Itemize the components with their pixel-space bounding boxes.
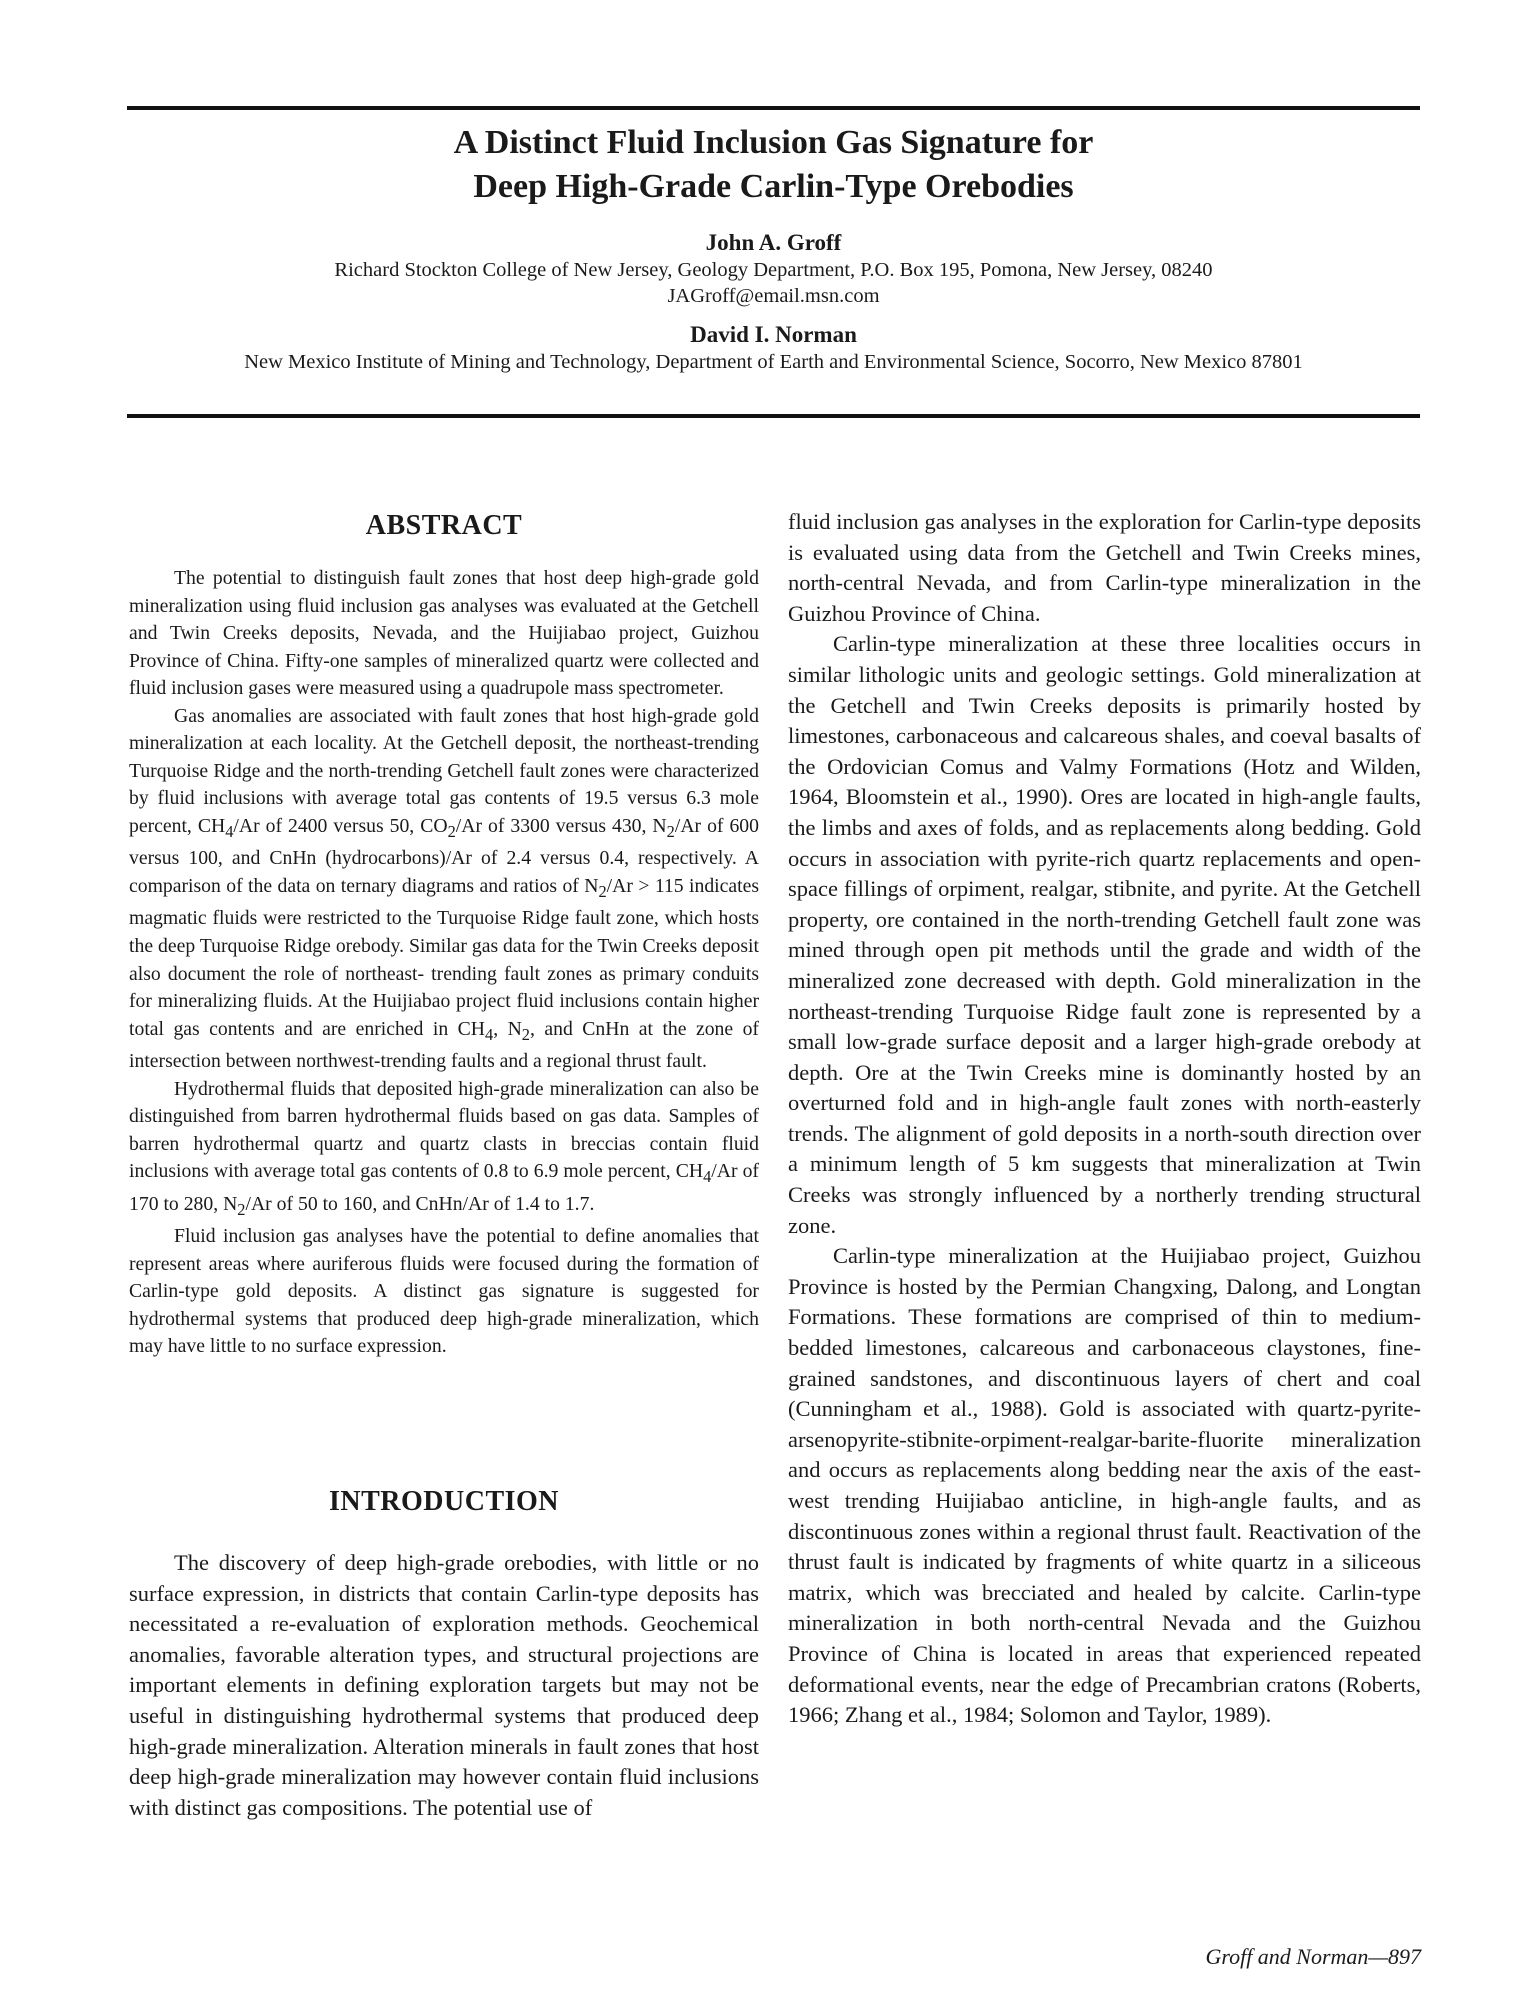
bottom-rule [127,414,1420,418]
abstract-heading: ABSTRACT [365,510,523,541]
abstract-paragraph-2: Gas anomalies are associated with fault zones that host high-grade gold mineralization at each locality. At the Getchell deposit, the northeast-trending Turquoise Ridge and the north-trending Getchell fault zones were characterized by fluid inclusions with average total gas contents of 19.5 versus 6.3 mole percent, $CH_4/Ar$ of 2400 versus 50, $CO_2/Ar$ of 3300 versus 430, $N_2/Ar$ of 600 versus 100, and CnHn (hydrocarbons)/Ar of 2.4 versus 0.4, respectively. A comparison of the data on ternary diagrams and ratios of $N_2/Ar > 115$ indicates magmatic fluids were restricted to the Turquoise Ridge fault zone, which hosts the deep Turquoise Ridge orebody. Similar gas data for the Twin Creeks deposit also document the role of northeast- trending fault zones as primary conduits for mineralizing fluids. At the Huijiabao project fluid inclusions contain higher total gas contents and are enriched in $CH_4$, $N_2$, and CnHn at the zone of intersection between northwest-trending faults and a regional thrust fault. [129,704,759,1073]
author-1-email: JAGroff@email.msn.com [667,285,880,307]
introduction-paragraph-3: Carlin-type mineralization at the Huijiabao project, Guizhou Province is hosted by the Permian Changxing, Dalong, and Longtan Formations. These formations are comprised of thin to medium-bedded limestones, calcareous and carbonaceous claystones, fine-grained sandstones, and discontinuous layers of chert and coal (Cunningham et al., 1988). Gold is associated with quartz-pyrite-arsenopyrite-stibnite-orpiment-realgar-barite-fluorite mineralization and occurs as replacements along bedding near the axis of the east-west trending Huijiabao anticline, in high-angle faults, and as discontinuous zones within a regional thrust fault. Reactivation of the thrust fault is indicated by fragments of white quartz in a siliceous matrix, which was brecciated and healed by calcite. Carlin-type mineralization in both north-central Nevada and the Guizhou Province of China is located in areas that experienced repeated deformational events, near the edge of Precambrian cratons (Roberts, 1966; Zhang et al., 1984; Solomon and Taylor, 1989). [788,1243,1421,1728]
abstract-paragraph-1: The potential to distinguish fault zones that host deep high-grade gold mineralization using fluid inclusion gas analyses was evaluated at the Getchell and Twin Creeks deposits, Nevada, and the Huijiabao project, Guizhou Province of China. Fifty-one samples of mineralized quartz were collected and fluid inclusion gases were measured using a quadrupole mass spectrometer. [129,567,759,700]
title-line-1: A Distinct Fluid Inclusion Gas Signature for [453,124,1094,161]
author-2-affiliation: New Mexico Institute of Mining and Technology, Department of Earth and Environmental Science, Socorro, New Mexico 87801 [244,351,1303,373]
author-1-affiliation: Richard Stockton College of New Jersey, Geology Department, P.O. Box 195, Pomona, New Jersey, 08240 [334,259,1213,281]
right-column [788,507,1421,1731]
abstract-paragraph-4: Fluid inclusion gas analyses have the potential to define anomalies that represent areas where auriferous fluids were focused during the formation of Carlin-type gold deposits. A distinct gas signature is suggested for hydrothermal systems that produced deep high-grade mineralization, which may have little to no surface expression. [129,1225,759,1358]
author-2-name: David I. Norman [690,322,857,347]
paper-header [127,110,1420,375]
abstract-paragraph-3: Hydrothermal fluids that deposited high-grade mineralization can also be distinguished from barren hydrothermal fluids based on gas data. Samples of barren hydrothermal quartz and quartz clasts in breccias contain fluid inclusions with average total gas contents of 0.8 to 6.9 mole percent, $CH_4/Ar$ of 170 to 280, $N_2/Ar$ of 50 to 160, and CnHn/Ar of 1.4 to 1.7. [129,1077,759,1219]
page-footer: Groff and Norman—897 [1205,1944,1421,1969]
abstract-body [129,565,759,1361]
author-1-name: John A. Groff [705,230,842,255]
introduction-paragraph-1-continued: fluid inclusion gas analyses in the exploration for Carlin-type deposits is evaluated using data from the Getchell and Twin Creeks mines, north-central Nevada, and from Carlin-type mineralization in the Guizhou Province of China. [788,509,1421,626]
introduction-paragraph-1: The discovery of deep high-grade orebodies, with little or no surface expression, in districts that contain Carlin-type deposits has necessitated a re-evaluation of exploration methods. Geochemical anomalies, favorable alteration types, and structural projections are important elements in defining exploration targets but may not be useful in distinguishing hydrothermal systems that produced deep high-grade mineralization. Alteration minerals in fault zones that host deep high-grade mineralization may however contain fluid inclusions with distinct gas compositions. The potential use of [129,1550,759,1820]
paper-title [127,110,1420,209]
introduction-body-left [129,1548,759,1823]
title-line-2: Deep High-Grade Carlin-Type Orebodies [473,168,1074,205]
introduction-paragraph-2: Carlin-type mineralization at these three localities occurs in similar lithologic units and geologic settings. Gold mineralization at the Getchell and Twin Creeks deposits is primarily hosted by limestones, carbonaceous and calcareous shales, and coeval basalts of the Ordovician Comus and Valmy Formations (Hotz and Wilden, 1964, Bloomstein et al., 1990). Ores are located in high-angle faults, the limbs and axes of folds, and as replacements along bedding. Gold occurs in association with pyrite-rich quartz replacements and open-space fillings of orpiment, realgar, stibnite, and pyrite. At the Getchell property, ore contained in the north-trending Getchell fault zone was mined through open pit methods until the grade and width of the mineralized zone decreased with depth. Gold mineralization in the northeast-trending Turquoise Ridge fault zone is represented by a small low-grade surface deposit and a larger high-grade orebody at depth. Ore at the Twin Creeks mine is dominantly hosted by an overturned fold and in high-angle fault zones with north-easterly trends. The alignment of gold deposits in a north-south direction over a minimum length of 5 km suggests that mineralization at Twin Creeks was strongly influenced by a northerly trending structural zone. [788,631,1421,1238]
introduction-heading: INTRODUCTION [328,1486,560,1517]
